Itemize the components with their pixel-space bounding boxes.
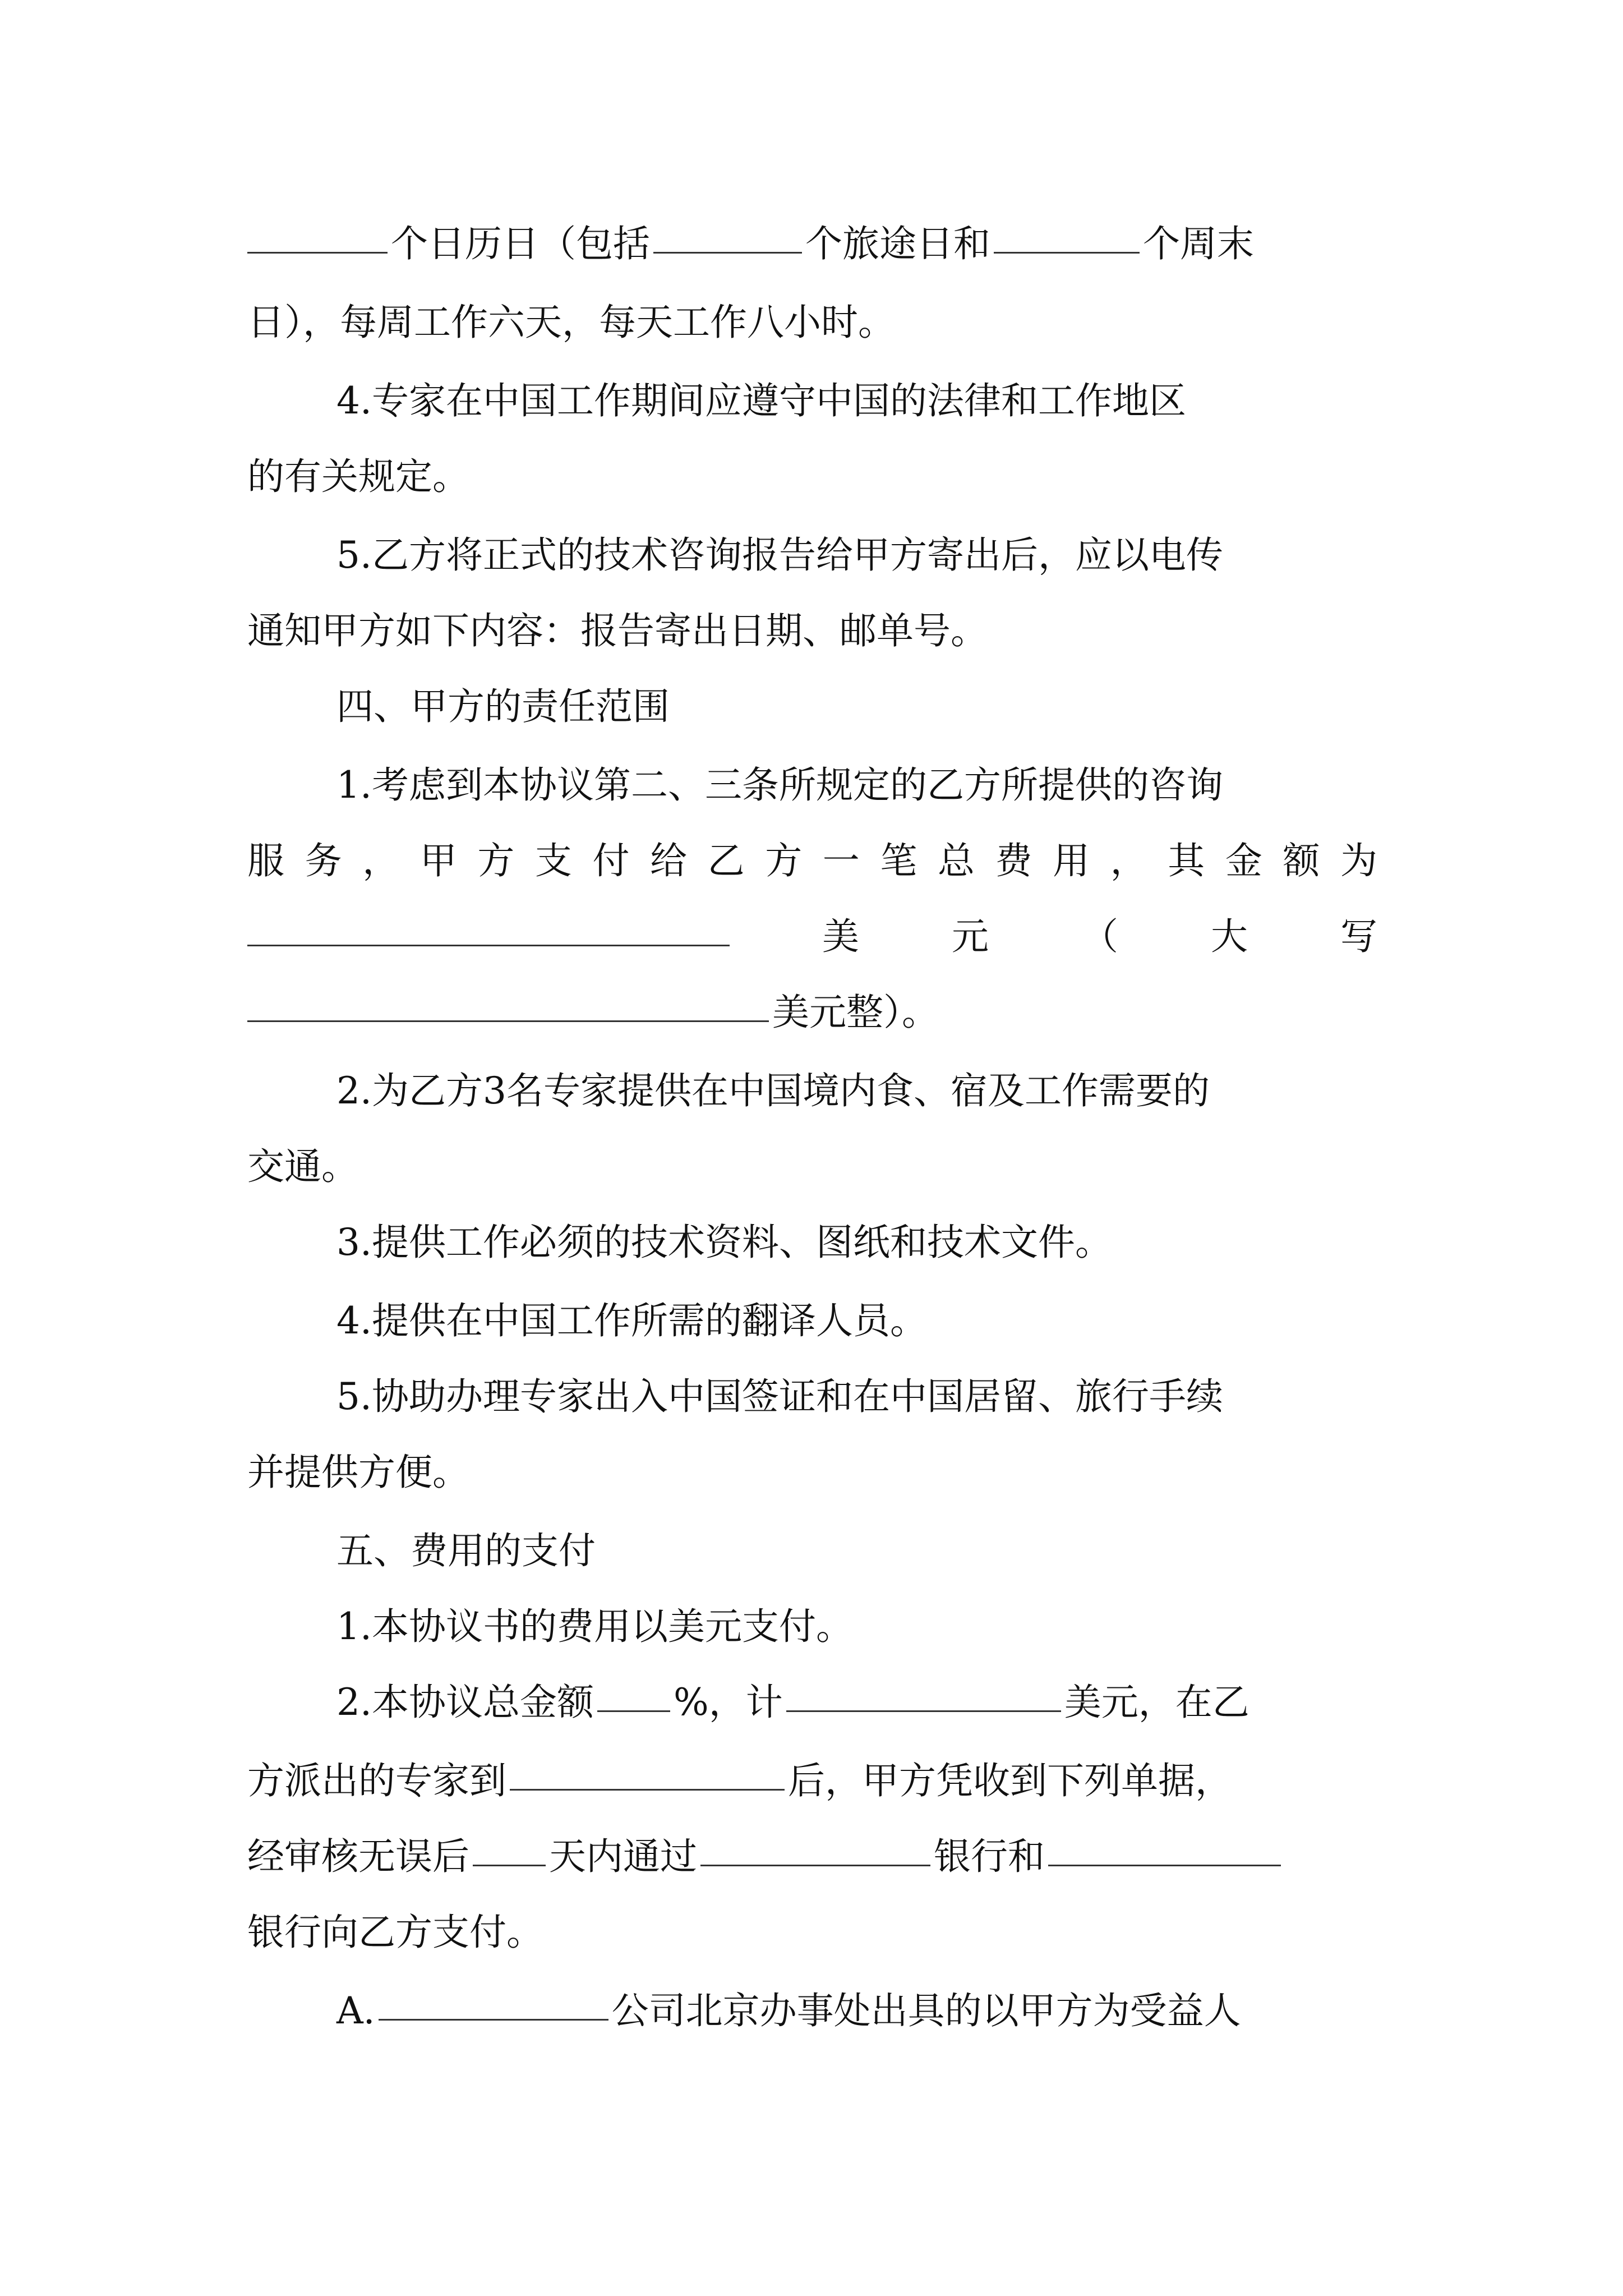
text-char: 给 [650, 839, 688, 882]
text-char: 付 [592, 839, 630, 882]
text-fragment: 个周末 [1143, 222, 1254, 265]
fill-blank-usd-amount [247, 905, 730, 946]
text-char: 大 [1211, 915, 1248, 958]
text-char: 笔 [880, 839, 917, 882]
fill-blank-percent [597, 1671, 670, 1712]
text-fragment: 个旅途日和 [805, 222, 990, 265]
text-char: 写 [1340, 915, 1377, 958]
text-line-8: 1.考虑到本协议第二、三条所规定的乙方所提供的咨询 [336, 763, 1223, 807]
text-char: 额 [1283, 839, 1320, 882]
text-line-14: 3.提供工作必须的技术资料、图纸和技术文件。 [336, 1221, 1112, 1264]
fill-blank-calendar-days [247, 213, 388, 254]
text-fragment: 公司北京办事处出具的以甲方为受益人 [611, 1989, 1241, 2032]
text-char: （ [1081, 915, 1118, 958]
text-fragment: 美元整）。 [772, 991, 939, 1034]
text-char: 服 [247, 839, 284, 882]
fill-blank-amount-in-words [247, 981, 769, 1022]
fill-blank-travel-days [653, 213, 802, 254]
text-char: 务 [305, 839, 342, 882]
text-line-9 [247, 825, 1377, 898]
fill-blank-bank-2 [1048, 1825, 1281, 1866]
text-line-16: 5.协助办理专家出入中国签证和在中国居留、旅行手续 [336, 1375, 1223, 1418]
text-fragment: 美元，在乙 [1064, 1681, 1249, 1724]
fill-blank-weekend-days [994, 213, 1140, 254]
text-line-3: 4.专家在中国工作期间应遵守中国的法律和工作地区 [336, 379, 1186, 422]
text-line-15: 4.提供在中国工作所需的翻译人员。 [336, 1299, 927, 1342]
text-line-13: 交通。 [247, 1145, 358, 1188]
fill-blank-destination [510, 1750, 785, 1791]
text-char: 甲 [419, 839, 457, 882]
text-char: 用 [1053, 839, 1090, 882]
section-heading-4: 四、甲方的责任范围 [336, 685, 670, 728]
fill-blank-usd [786, 1671, 1061, 1712]
text-line-24 [336, 1975, 1377, 2047]
fill-blank-bank-1 [700, 1825, 930, 1866]
text-line-12: 2.为乙方3名专家提供在中国境内食、宿及工作需要的 [336, 1069, 1210, 1112]
text-fragment: 经审核无误后 [247, 1835, 469, 1878]
fill-blank-company [379, 1980, 608, 2021]
text-char: 其 [1168, 839, 1205, 882]
text-char: ， [362, 839, 400, 882]
text-fragment: A. [336, 1989, 375, 2032]
text-line-19: 1.本协议书的费用以美元支付。 [336, 1605, 853, 1648]
text-char: 元 [952, 915, 989, 958]
text-char: 方 [477, 839, 515, 882]
text-fragment: 个日历日（包括 [391, 222, 650, 265]
text-line-1 [247, 208, 1377, 280]
text-char: 金 [1225, 839, 1262, 882]
text-fragment: 方派出的专家到 [247, 1759, 506, 1802]
text-char: 总 [937, 839, 975, 882]
text-line-4: 的有关规定。 [247, 455, 469, 498]
text-char: 一 [822, 839, 860, 882]
text-line-2: 日），每周工作六天，每天工作八小时。 [247, 301, 895, 344]
text-fragment: 银行和 [934, 1835, 1045, 1878]
section-heading-5: 五、费用的支付 [336, 1529, 596, 1572]
text-char: 费 [995, 839, 1032, 882]
text-line-6: 通知甲方如下内容：报告寄出日期、邮单号。 [247, 609, 988, 652]
text-line-11 [247, 976, 1377, 1049]
text-fragment: 天内通过 [549, 1835, 697, 1878]
text-char: 美 [822, 915, 859, 958]
text-line-23: 银行向乙方支付。 [247, 1911, 543, 1954]
text-char: 支 [534, 839, 572, 882]
fill-blank-days [473, 1825, 546, 1866]
text-line-5: 5.乙方将正式的技术咨询报告给甲方寄出后，应以电传 [336, 533, 1223, 577]
text-fragment: 后，甲方凭收到下列单据， [788, 1759, 1232, 1802]
text-fragment: %，计 [673, 1681, 783, 1724]
text-line-20 [336, 1666, 1377, 1739]
text-line-10 [247, 900, 1377, 973]
text-char: 方 [765, 839, 803, 882]
text-char: 为 [1340, 839, 1377, 882]
text-char: ， [1110, 839, 1147, 882]
text-char: 乙 [707, 839, 745, 882]
text-line-21 [247, 1745, 1377, 1818]
text-line-17: 并提供方便。 [247, 1451, 469, 1494]
text-line-22 [247, 1820, 1377, 1893]
text-fragment: 2.本协议总金额 [336, 1681, 594, 1724]
